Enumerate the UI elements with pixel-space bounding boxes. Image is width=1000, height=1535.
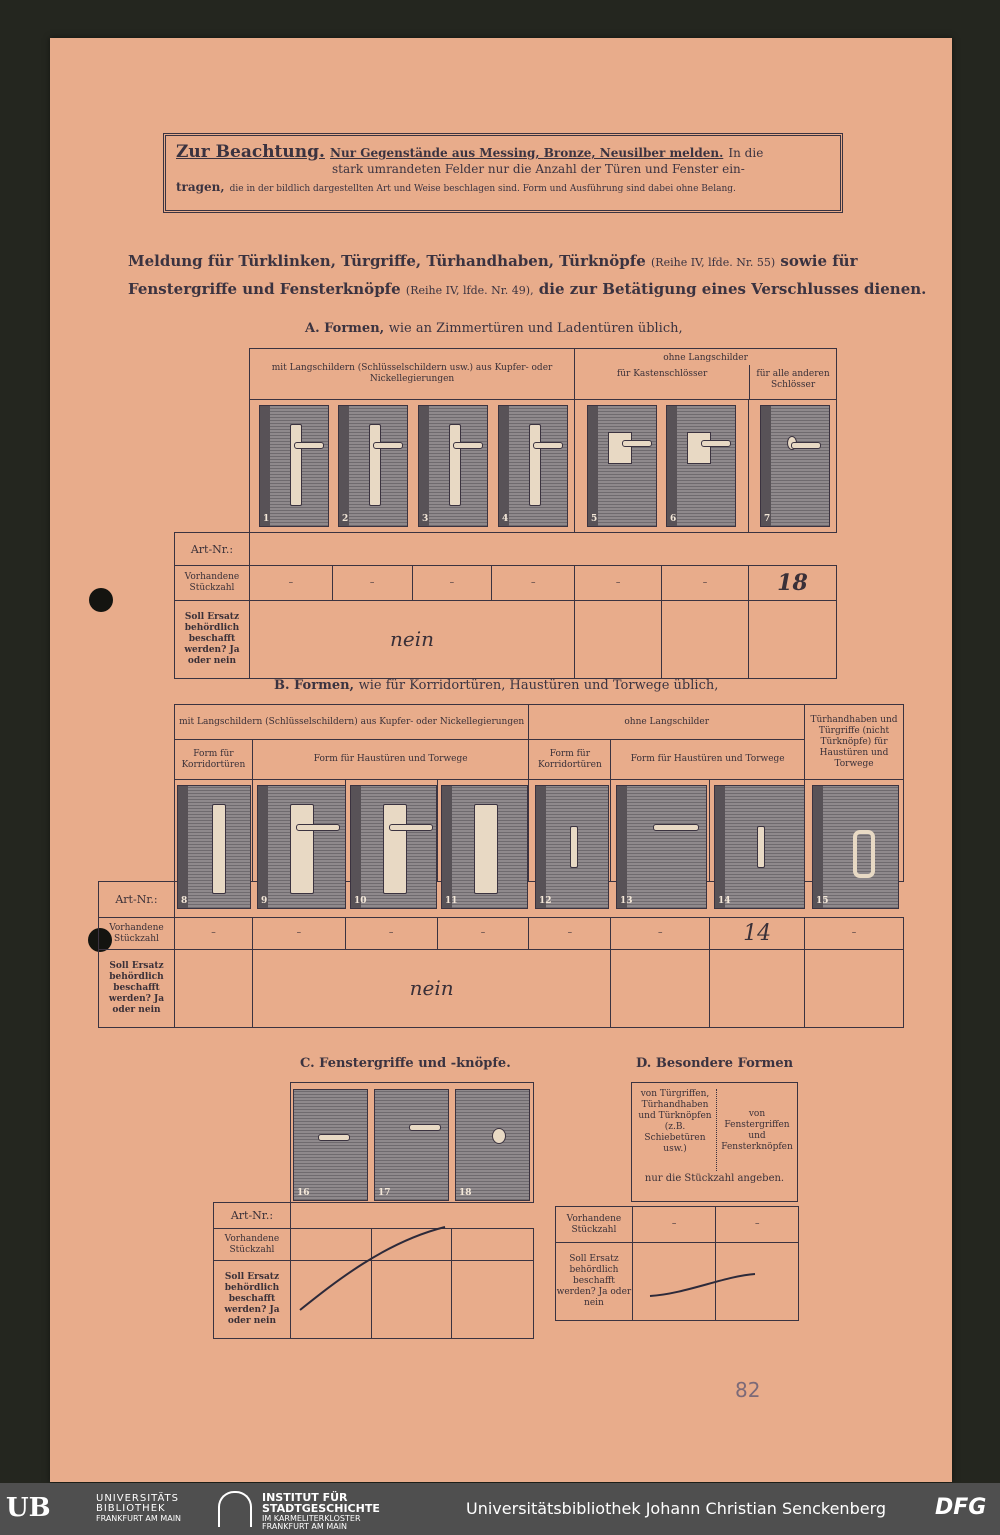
b-num-8: 8: [181, 896, 188, 906]
c-window-16: [293, 1089, 368, 1201]
a-door-2: [338, 405, 408, 527]
a-num-4: 4: [502, 514, 509, 524]
c-row-ersatz-label: Soll Ersatz behördlich beschafft werden? Ja oder nein: [214, 1261, 291, 1339]
section-d-heading: D. Besondere Formen: [636, 1056, 794, 1071]
a-door-7: [760, 405, 830, 527]
a-num-7: 7: [764, 514, 771, 524]
ist-subtitle: [262, 1515, 361, 1531]
a-door-6: [666, 405, 736, 527]
ist-line2: STADTGESCHICHTE: [262, 1502, 380, 1515]
ist-line3: IM KARMELITERKLOSTER: [262, 1514, 361, 1523]
b-door-9: [257, 785, 346, 909]
section-a-heading-rest: wie an Zimmertüren und Ladentüren üblich,: [388, 321, 683, 336]
d-strike-stroke: [645, 1266, 760, 1306]
a-count-2[interactable]: –: [332, 566, 412, 601]
section-b-heading: [274, 678, 718, 693]
ist-line1: INSTITUT FÜR: [262, 1491, 348, 1504]
title-line1-end: sowie für: [780, 252, 858, 270]
c-num-18: 18: [459, 1188, 472, 1198]
c-count-18[interactable]: [452, 1229, 534, 1261]
notice-line3-rest: die in der bildlich dargestellten Art und Weise beschlagen sind. Form und Ausführung sind dabei ohne Belang.: [229, 184, 736, 194]
a-door-3: [418, 405, 488, 527]
b-num-13: 13: [620, 896, 633, 906]
c-window-17: [374, 1089, 449, 1201]
b-group-langschild: mit Langschildern (Schlüsselschildern) aus Kupfer- oder Nickellegierungen: [174, 705, 528, 740]
d-description-box: [631, 1082, 798, 1202]
a-group-langschild: mit Langschildern (Schlüsselschildern usw.) aus Kupfer- oder Nickellegierungen: [249, 349, 574, 400]
a-door-4: [498, 405, 568, 527]
b-num-15: 15: [816, 896, 829, 906]
b-door-8: [177, 785, 251, 909]
title-line1-ref: (Reihe IV, lfde. Nr. 55): [651, 256, 776, 269]
b-answer[interactable]: nein: [252, 950, 610, 1028]
a-row-ersatz-label: Soll Ersatz behördlich beschafft werden? Ja oder nein: [175, 601, 250, 679]
notice-heading: Zur Beachtung.: [176, 142, 325, 162]
notice-line1-end: In die: [728, 146, 764, 160]
a-count-5[interactable]: –: [575, 566, 662, 601]
c-row-vorhanden-label: Vorhandene Stückzahl: [214, 1229, 291, 1261]
ub-logo: UB: [6, 1493, 51, 1523]
b-count-8[interactable]: –: [174, 918, 252, 950]
d-instruction: nur die Stückzahl angeben.: [644, 1173, 785, 1184]
d-count-1[interactable]: –: [632, 1207, 716, 1243]
section-b-heading-bold: B. Formen,: [274, 678, 355, 693]
a-num-5: 5: [591, 514, 598, 524]
title-line2-end: die zur Betätigung eines Verschlusses dienen.: [538, 280, 927, 298]
a-count-7[interactable]: 18: [748, 566, 836, 601]
ub-line2: BIBLIOTHEK: [96, 1503, 166, 1514]
b-door-10: [350, 785, 437, 909]
d-row-vorhanden-label: Vorhandene Stückzahl: [556, 1207, 633, 1243]
ist-title: [262, 1492, 380, 1514]
a-answer[interactable]: nein: [249, 601, 574, 679]
ist-line4: FRANKFURT AM MAIN: [262, 1522, 348, 1531]
b-group-ohne: ohne Langschilder: [529, 705, 805, 740]
a-group-ohne: ohne Langschilder: [663, 353, 748, 363]
section-a-heading-bold: A. Formen,: [305, 321, 385, 336]
title-line2-ref: (Reihe IV, lfde. Nr. 49),: [405, 284, 534, 297]
a-count-4[interactable]: –: [492, 566, 575, 601]
title-line2: Fenstergriffe und Fensterknöpfe: [128, 280, 401, 298]
b-num-9: 9: [261, 896, 268, 906]
b-num-10: 10: [354, 896, 367, 906]
b-door-11: [441, 785, 528, 909]
a-sub-kasten: für Kastenschlösser: [616, 369, 708, 379]
b-group-handhaben: Türhandhaben und Türgriffe (nicht Türknöpfe) für Haustüren und Torwege: [805, 705, 904, 780]
c-num-16: 16: [297, 1188, 310, 1198]
title-line1: Meldung für Türklinken, Türgriffe, Türhandhaben, Türknöpfe: [128, 252, 646, 270]
d-row-ersatz-label: Soll Ersatz behördlich beschafft werden? Ja oder nein: [556, 1243, 633, 1321]
section-b-heading-rest: wie für Korridortüren, Haustüren und Torwege üblich,: [358, 678, 719, 693]
ub-text: [96, 1494, 181, 1524]
a-door-5: [587, 405, 657, 527]
notice-box: [163, 133, 843, 213]
b-row-ersatz-label: Soll Ersatz behördlich beschafft werden? Ja oder nein: [99, 950, 175, 1028]
a-count-1[interactable]: –: [249, 566, 332, 601]
a-door-1: [259, 405, 329, 527]
a-row-art-label: Art-Nr.:: [175, 533, 250, 566]
notice-line3-start: tragen,: [176, 180, 225, 194]
ist-logo-icon: [218, 1491, 252, 1527]
b-count-13[interactable]: –: [611, 918, 710, 950]
b-door-15: [812, 785, 899, 909]
b-count-14[interactable]: 14: [710, 918, 805, 950]
b-count-9[interactable]: –: [252, 918, 345, 950]
c-row-art-label: Art-Nr.:: [214, 1203, 291, 1229]
b-door-13: [616, 785, 707, 909]
b-sub-korridor-2: Form für Korridortüren: [529, 740, 611, 780]
b-row-art-label: Art-Nr.:: [99, 882, 175, 918]
b-door-14: [714, 785, 805, 909]
dfg-logo: DFG: [935, 1495, 987, 1520]
b-count-10[interactable]: –: [345, 918, 437, 950]
a-count-6[interactable]: –: [662, 566, 749, 601]
d-count-2[interactable]: –: [716, 1207, 799, 1243]
form-title: [128, 248, 927, 304]
b-sub-korridor-1: Form für Korridortüren: [174, 740, 252, 780]
b-count-15[interactable]: –: [805, 918, 904, 950]
b-sub-haus-2: Form für Haustüren und Torwege: [611, 740, 805, 780]
a-num-6: 6: [670, 514, 677, 524]
ub-line3: FRANKFURT AM MAIN: [96, 1514, 182, 1523]
c-answer-18[interactable]: [452, 1261, 534, 1339]
b-count-12[interactable]: –: [529, 918, 611, 950]
footer-bar: [0, 1483, 1000, 1535]
section-a-heading: [305, 321, 683, 336]
a-num-1: 1: [263, 514, 270, 524]
page-number: 82: [735, 1378, 761, 1402]
ub-line1: UNIVERSITÄTS: [96, 1493, 180, 1504]
c-window-18: [455, 1089, 530, 1201]
a-count-3[interactable]: –: [412, 566, 492, 601]
punch-hole-top: [89, 588, 113, 612]
b-row-vorhanden-label: Vorhandene Stückzahl: [99, 918, 175, 950]
b-num-14: 14: [718, 896, 731, 906]
notice-underlined: Nur Gegenstände aus Messing, Bronze, Neusilber melden.: [330, 146, 724, 160]
a-num-3: 3: [422, 514, 429, 524]
b-count-11[interactable]: –: [437, 918, 529, 950]
library-name: Universitätsbibliothek Johann Christian Senckenberg: [466, 1499, 887, 1518]
b-door-12: [535, 785, 609, 909]
a-row-vorhanden-label: Vorhandene Stückzahl: [175, 566, 250, 601]
section-c-heading: C. Fenstergriffe und -knöpfe.: [300, 1056, 511, 1071]
c-num-17: 17: [378, 1188, 391, 1198]
d-col2: von Fenstergriffen und Fensterknöpfen: [721, 1109, 793, 1152]
a-sub-andere: für alle anderen Schlösser: [749, 365, 836, 399]
notice-line2: stark umrandeten Felder nur die Anzahl der Türen und Fenster ein-: [332, 162, 745, 176]
c-strike-stroke: [295, 1222, 450, 1317]
d-col1: von Türgriffen, Türhandhaben und Türknöpfen (z.B. Schiebetüren usw.): [638, 1089, 712, 1154]
b-num-11: 11: [445, 896, 458, 906]
a-num-2: 2: [342, 514, 349, 524]
b-num-12: 12: [539, 896, 552, 906]
b-sub-haus-1: Form für Haustüren und Torwege: [252, 740, 528, 780]
